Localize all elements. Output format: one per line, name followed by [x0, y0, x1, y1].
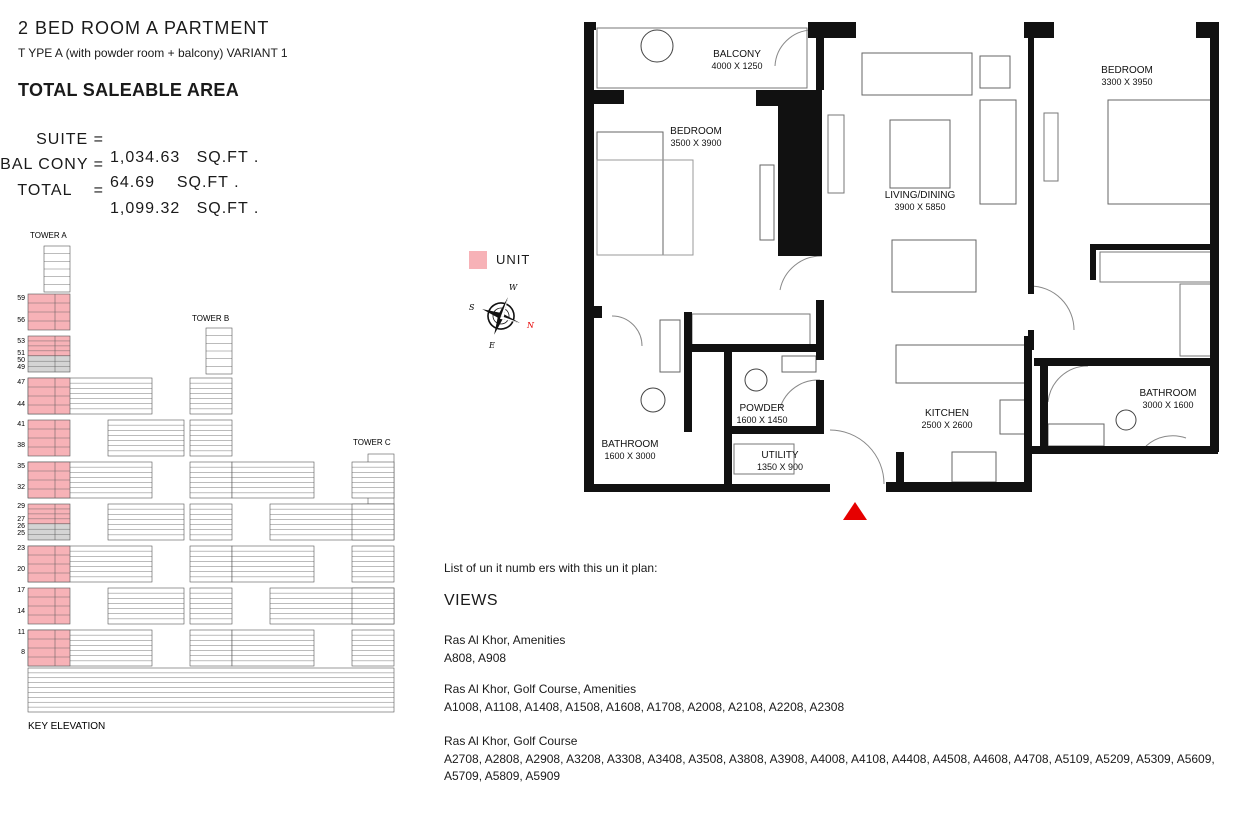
tower-c-block [352, 630, 394, 666]
page-title: 2 BED ROOM A PARTMENT [18, 18, 270, 38]
area-value: 1,099.32 SQ.FT . [110, 200, 260, 217]
room-dims: 4000 X 1250 [711, 61, 763, 71]
block-mid [108, 504, 184, 540]
page-subtitle: T YPE A (with powder room + balcony) VARIANT 1 [18, 46, 288, 60]
unit-legend-swatch [469, 251, 487, 269]
floor-label: 14 [17, 608, 25, 615]
room-dims: 1350 X 900 [756, 462, 804, 472]
room-dims: 1600 X 3000 [604, 451, 656, 461]
floor-label: 53 [17, 338, 25, 345]
tower-c-block [352, 588, 394, 624]
floor-label: 35 [17, 463, 25, 470]
room-name: POWDER [739, 403, 785, 414]
floor-label: 17 [17, 587, 25, 594]
room-dims: 2500 X 2600 [921, 420, 973, 430]
area-value: 64.69 SQ.FT . [110, 174, 240, 191]
floor-label: 26 [17, 523, 25, 530]
floor-plan [580, 18, 1225, 528]
room-name: BALCONY [713, 49, 761, 60]
area-heading: TOTAL SALEABLE AREA [18, 80, 240, 100]
tower-b-block [190, 504, 232, 540]
unit-grey [28, 356, 70, 372]
view-units: A808, A908 [444, 651, 507, 665]
link-block [232, 630, 314, 666]
block-mid [108, 588, 184, 624]
floor-label: 50 [17, 357, 25, 364]
key-elevation-caption: KEY ELEVATION [28, 721, 106, 732]
area-row-total [0, 164, 420, 217]
elevation-floor-labels [17, 295, 25, 656]
floor-label: 49 [17, 364, 25, 371]
compass-s: S [469, 303, 475, 312]
floor-label: 47 [17, 379, 25, 386]
room-name: LIVING/DINING [884, 190, 956, 201]
floor-label: 41 [17, 421, 25, 428]
compass-rose-icon [463, 280, 543, 350]
floor-label: 8 [21, 649, 25, 656]
key-elevation-diagram [0, 220, 400, 740]
link-block [232, 462, 314, 498]
room-dims: 3300 X 3950 [1101, 77, 1153, 87]
floor-label: 32 [17, 484, 25, 491]
floor-label: 51 [17, 350, 25, 357]
compass-e: E [489, 341, 495, 350]
floor-label: 44 [17, 401, 25, 408]
room-name: KITCHEN [925, 408, 969, 419]
tower-a-label: TOWER A [30, 231, 67, 240]
floor-label: 56 [17, 317, 25, 324]
units-list-intro: List of un it numb ers with this un it plan: [444, 561, 658, 575]
tower-b-block [190, 630, 232, 666]
podium [28, 668, 394, 712]
floor-label: 20 [17, 566, 25, 573]
floor-label: 59 [17, 295, 25, 302]
unit-legend-label: UNIT [496, 252, 531, 267]
floor-label: 25 [17, 530, 25, 537]
area-label: SUITE = [36, 131, 104, 148]
room-name: BATHROOM [1139, 388, 1197, 399]
views-heading: VIEWS [444, 592, 499, 609]
tower-b-block [190, 588, 232, 624]
room-name: BEDROOM [670, 126, 722, 137]
tower-b-block [190, 420, 232, 456]
compass-n: N [527, 321, 534, 330]
room-name: BEDROOM [1101, 65, 1153, 76]
room-dims: 3900 X 5850 [894, 202, 946, 212]
tower-b-block [190, 546, 232, 582]
view-units: A2708, A2808, A2908, A3208, A3308, A3408, A3508, A3808, A3908, A4008, A4108, A4408, A4508, A4608, A4708, A5109, A5209, A5309, A5609, A5709, A5809, A5909 [444, 752, 1215, 783]
view-units: A1008, A1108, A1408, A1508, A1608, A1708, A2008, A2108, A2208, A2308 [444, 700, 845, 714]
floor-label: 38 [17, 442, 25, 449]
tower-b-block [190, 462, 232, 498]
link-block [232, 546, 314, 582]
area-value: 1,034.63 SQ.FT . [110, 149, 260, 166]
compass-w: W [509, 283, 518, 292]
floor-label: 29 [17, 503, 25, 510]
tower-c-block [352, 462, 394, 498]
view-name: Ras Al Khor, Golf Course [444, 734, 578, 748]
area-label: BAL CONY = [0, 156, 104, 173]
room-name: BATHROOM [601, 439, 659, 450]
unit-grey [28, 524, 70, 540]
view-name: Ras Al Khor, Golf Course, Amenities [444, 682, 637, 696]
tower-c-block [352, 546, 394, 582]
floor-label: 11 [17, 629, 25, 636]
room-dims: 1600 X 1450 [736, 415, 788, 425]
view-name: Ras Al Khor, Amenities [444, 633, 566, 647]
floor-label: 27 [17, 516, 25, 523]
tower-c-block [352, 504, 394, 540]
room-dims: 3500 X 3900 [670, 138, 722, 148]
area-label: TOTAL = [17, 182, 104, 199]
room-dims: 3000 X 1600 [1142, 400, 1194, 410]
tower-b-block [190, 378, 232, 414]
floor-label: 23 [17, 545, 25, 552]
tower-b-label: TOWER B [192, 314, 230, 323]
entrance-marker [843, 502, 867, 520]
room-name: UTILITY [761, 450, 799, 461]
tower-c-label: TOWER C [353, 438, 391, 447]
block-mid [108, 420, 184, 456]
